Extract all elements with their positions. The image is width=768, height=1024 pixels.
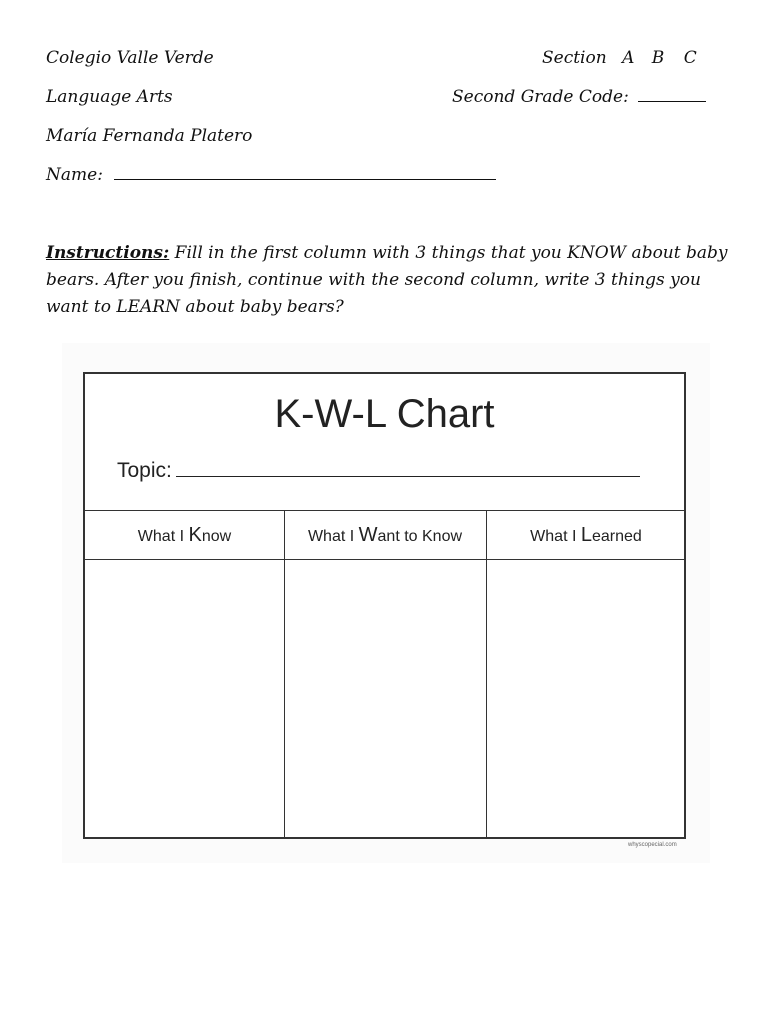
column-header-want: What I Want to Know	[307, 524, 463, 546]
chart-title: K-W-L Chart	[274, 392, 495, 436]
column-body-know[interactable]	[85, 560, 284, 837]
instructions-label: Instructions:	[46, 243, 170, 263]
section-option-c: C	[683, 48, 697, 68]
name-label: Name:	[46, 165, 103, 185]
instructions-paragraph	[46, 240, 736, 321]
grade-code-blank[interactable]	[638, 87, 706, 102]
section-field	[542, 48, 697, 68]
name-blank[interactable]	[114, 165, 496, 180]
topic-label: Topic:	[117, 459, 172, 482]
column-header-know: What I Know	[137, 524, 232, 546]
instructions-text: Fill in the first column with 3 things that you KNOW about baby bears. After you finish, continue with the second column, write 3 things you want to LEARN about baby bears?	[46, 243, 728, 317]
school-name: Colegio Valle Verde	[46, 48, 214, 68]
student-name-field	[46, 165, 496, 185]
column-body-learned[interactable]	[487, 560, 686, 837]
grade-code-field	[452, 87, 706, 107]
section-option-b: B	[651, 48, 665, 68]
grade-code-label: Second Grade Code:	[452, 87, 629, 107]
chart-watermark: whyscopecial.com	[628, 842, 677, 848]
section-label: Section	[542, 48, 607, 68]
column-body-want[interactable]	[285, 560, 486, 837]
column-header-learned: What I Learned	[530, 524, 642, 546]
section-option-a: A	[622, 48, 635, 68]
topic-blank[interactable]	[176, 460, 640, 477]
teacher-name: María Fernanda Platero	[46, 126, 253, 146]
column-header-row	[85, 510, 684, 560]
subject-name: Language Arts	[46, 87, 173, 107]
topic-row	[117, 459, 640, 483]
kwl-chart	[83, 372, 686, 839]
